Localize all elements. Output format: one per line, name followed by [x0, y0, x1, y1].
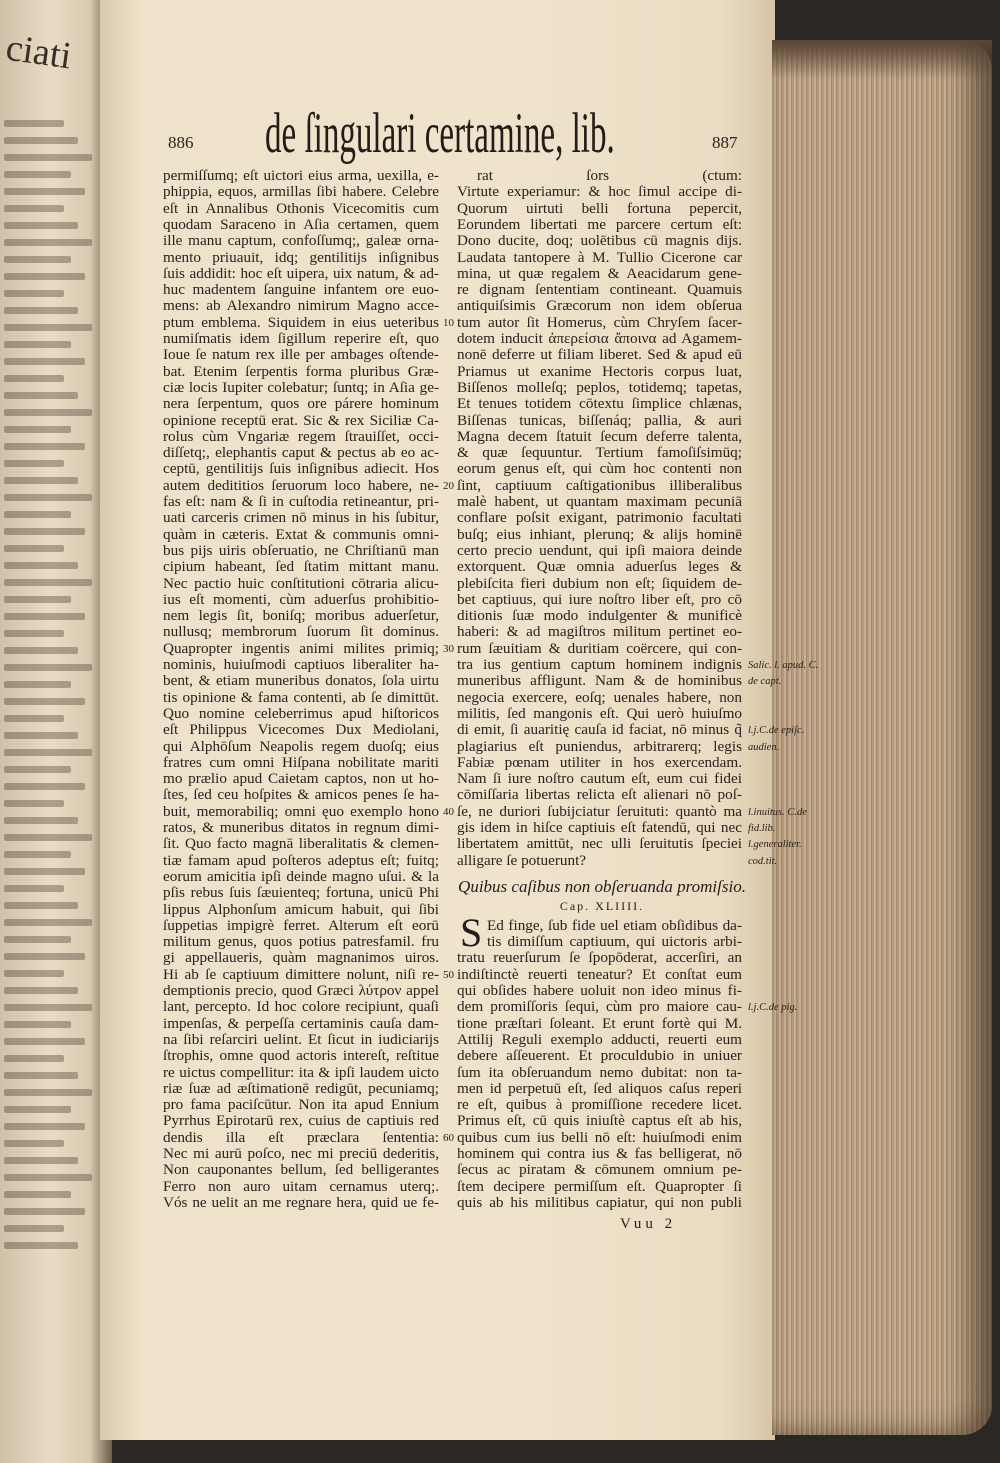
text-line: huc madentem ſanguine infantem ore euo- — [163, 281, 439, 299]
text-line: debere aſſeuerent. Et proculdubio in uniuer — [457, 1047, 742, 1065]
facing-page-text-blur — [4, 783, 85, 790]
facing-page-text-blur — [4, 171, 71, 178]
text-line: quis ab his militibus capiatur, qui non publi — [457, 1193, 742, 1211]
text-line: Non cauponantes bellum, ſed belligerantes — [163, 1161, 439, 1179]
text-line: alligare ſe potuerunt? — [457, 851, 587, 869]
facing-page-text-blur — [4, 188, 85, 195]
facing-page-text-blur — [4, 1072, 78, 1079]
text-line: ſecus ac piratam & cōmunem omnium pe- — [457, 1161, 742, 1179]
text-line: diſſetq;, elephantis caput & pectus ab eo ac- — [163, 444, 439, 462]
text-line: ſtrophis, omne quod actoris intereſt, reſtitue — [163, 1047, 439, 1065]
facing-page-text-blur — [4, 1089, 92, 1096]
facing-page-text-blur — [4, 885, 64, 892]
text-line: Quorum uirtuti belli fortuna pepercit, — [457, 199, 742, 217]
text-line: ſum ita obſeruandum nemo dubitat: non ta- — [457, 1063, 742, 1081]
facing-page-text-blur — [4, 1140, 64, 1147]
text-line: extorquent. Quæ omnia aduerſus leges & — [457, 558, 742, 576]
text-line: gi appellaueris, quàm magnanimos uiros. — [163, 949, 439, 967]
text-line: Nec mi aurū poſco, nec mi preciū dederitis, — [163, 1145, 439, 1162]
text-line: muneribus affligunt. Nam & de hominibus — [457, 672, 742, 690]
text-line: pſis rebus ſuis ſæuienteq; fortuna, unicū Phi — [163, 884, 439, 902]
right-page-number: 887 — [712, 133, 738, 152]
text-line: tis opinione & fama contenti, ab ſe dimittūt. — [163, 688, 439, 706]
text-line: eſt Philippus Vicecomes Dux Mediolani, — [163, 721, 439, 739]
margin-note: l.inuitus. C.de — [748, 806, 807, 818]
line-number: 10 — [443, 316, 454, 329]
text-line: di emit, ſi auaritię cauſa id faciat, nō minus q̃ — [457, 721, 742, 739]
text-line: ciæ locis Iupiter colebatur; ſuntq; in Aſia ge- — [163, 378, 439, 396]
text-line: ſuppetias impigrè ferret. Alterum eſt eorū — [163, 916, 439, 934]
facing-page-text-blur — [4, 290, 64, 297]
facing-page-text-blur — [4, 358, 85, 365]
facing-page-edge — [0, 0, 112, 1463]
text-line: rum ſæuitiam & duritiam coërcere, qui con- — [457, 639, 742, 657]
facing-page-text-blur — [4, 137, 78, 144]
facing-page-text-blur — [4, 749, 92, 756]
text-line: Ferro non auro uitam cernamus uterq;. — [163, 1177, 439, 1195]
facing-page-text-blur — [4, 375, 64, 382]
text-line: conflare poſsit exigant, patrimonio facultati — [457, 509, 742, 527]
text-line: Eorundem libertati me parcere certum eſt: — [457, 215, 742, 233]
text-line: ſint, captiuum caſtigationibus illiberalibus — [457, 476, 742, 494]
facing-page-text-blur — [4, 460, 64, 467]
text-line: lippus Alphonſum amicum habuit, qui ſibi — [163, 900, 439, 918]
facing-page-text-blur — [4, 120, 64, 127]
facing-page-text-blur — [4, 902, 78, 909]
facing-page-text-blur — [4, 970, 64, 977]
text-line: nominis, huiuſmodi captiuos liberaliter ha- — [163, 656, 439, 673]
text-line: impenſas, & perpeſſa certaminis cauſa dam- — [163, 1014, 439, 1032]
text-line: libertatem amittūt, nec ulli ſeruitutis ſpeciei — [457, 835, 742, 853]
line-number: 60 — [443, 1131, 454, 1144]
text-line: Pyrrhus Epirotarū rex, cuius de captiuis red — [163, 1112, 439, 1130]
text-line: mento priuauit, idq; gentilitijs inſignibus — [163, 248, 439, 266]
margin-note: Salic. l. apud. C. — [748, 660, 819, 671]
text-line: mina, ut quæ regalem & Aeacidarum gene- — [457, 264, 742, 282]
text-line: eorum genus eſt, qui cùm hoc contenti non — [457, 460, 742, 478]
text-line: eſt in Annalibus Othonis Vicecomitis cum — [163, 199, 439, 217]
facing-page-text-blur — [4, 868, 85, 875]
running-title: de ſingulari certamine, lib. — [265, 102, 615, 165]
facing-page-text-blur — [4, 324, 92, 331]
text-line: Nec pactio huic conſtitutioni cōtraria alicu- — [163, 574, 439, 592]
text-line: demptionis precio, quod Græci λύτρον appel — [163, 982, 439, 999]
text-line: Biſſenas tunicas, biſſenáq; pallia, & auri — [457, 411, 742, 429]
text-line: ſtes, ſed ceu hoſpites & amicos penes ſe ha- — [163, 786, 439, 804]
margin-note: l.j.C.de epiſc. — [748, 725, 805, 737]
text-line: eorum amicitia ipſi deinde magno uſui. & la — [163, 867, 439, 885]
text-line: militum genus, quos potius patresfamil. fru — [163, 933, 439, 951]
text-line: ratos, & muneribus ditatos in regnum dimi- — [163, 819, 439, 836]
facing-page-text-blur — [4, 205, 64, 212]
text-line: dendis illa eſt præclara ſententia: — [163, 1128, 439, 1146]
text-line: Et tenues totidem cōtextu ſimplice chlænas, — [457, 395, 742, 413]
facing-page-text-blur — [4, 562, 78, 569]
text-line: dem promiſſoris ſequi, cùm pro maiore cau- — [457, 998, 742, 1016]
text-line: qui Alphōſum Neapolis regem duoſq; eius — [163, 737, 439, 755]
text-line: ſe, ne duriori ſubijciatur ſeruituti: quantò ma — [457, 802, 742, 820]
text-line: nullusq; membrorum ſuorum ſit dominus. — [163, 623, 439, 641]
chapter-heading: Quibus caſibus non obſeruanda promiſsio. — [458, 877, 746, 896]
line-number: 50 — [443, 968, 454, 981]
facing-page-text-blur — [4, 596, 71, 603]
text-line: haberi: & ad magiſtros militum pertinet eo- — [457, 623, 742, 641]
facing-page-text-blur — [4, 987, 78, 994]
text-line: ptum emblema. Siquidem in eius ueteribus — [163, 313, 439, 331]
text-line: tum autor ſit Homerus, cùm Chryſem ſacer- — [457, 313, 742, 331]
text-line: nem legis ſit, boniſq; moribus aduerſetur, — [163, 607, 439, 625]
facing-page-text-blur — [4, 477, 78, 484]
text-line: mens: ab Alexandro nimirum Magno acce- — [163, 297, 439, 315]
left-page-number: 886 — [168, 133, 194, 152]
facing-page-text-blur — [4, 766, 71, 773]
text-line: gis idem in hiſce captiuis eſt fatendū, qui nec — [457, 819, 742, 836]
text-line: re uictus compellitur: ita & ipſi laudem uicto — [163, 1063, 439, 1081]
facing-page-heading-fragment: ciati — [3, 26, 75, 78]
facing-page-text-blur — [4, 528, 85, 535]
text-line: mo prælio apud Caietam captos, non ut ho- — [163, 770, 439, 788]
text-line: Attilij Reguli exemplo adducti, reuerti eum — [457, 1030, 742, 1048]
text-line: na ſibi reſarciri uelint. Et ſicut in iudiciarijs — [163, 1030, 439, 1048]
facing-page-text-blur — [4, 1106, 71, 1113]
text-line: opinione receptū erat. Sic & rex Siciliæ Ca- — [163, 411, 439, 429]
facing-page-text-blur — [4, 1191, 71, 1198]
facing-page-text-blur — [4, 256, 71, 263]
text-line: & quæ ſequuntur. Tertium famoſiſsimūq; — [457, 444, 742, 462]
facing-page-text-blur — [4, 613, 85, 620]
text-line: ſuis addidit: hoc eſt uipera, uix natum, & ad- — [163, 264, 439, 282]
facing-page-text-blur — [4, 392, 78, 399]
text-line: quodam Saraceno in Aſia certamen, quem — [163, 215, 439, 233]
facing-page-text-blur — [4, 494, 92, 501]
line-number: 20 — [443, 479, 454, 492]
facing-page-text-blur — [4, 834, 92, 841]
facing-page-text-blur — [4, 1208, 85, 1215]
facing-page-text-blur — [4, 800, 64, 807]
text-line: hominem qui contra ius & fas belligerat, nō — [457, 1145, 742, 1162]
text-line: re eſt, quibus à promiſſione recedere licet. — [457, 1096, 742, 1114]
text-line: nera ſerpentum, quos ore párere hominum — [163, 395, 439, 413]
text-line: numiſmatis idem ſigillum reperire eſt, quo — [163, 330, 439, 347]
text-line: buit, memorabiliq; omni ęuo exemplo hono — [163, 802, 439, 820]
text-line: lant, percepto. Id hoc colore recipiunt, quaſi — [163, 998, 439, 1016]
text-line: quàm in cæteris. Extat & communis omni- — [163, 525, 439, 543]
facing-page-text-blur — [4, 1242, 78, 1249]
text-line: ceptū, gentilitijs ſuis inſignibus adiecit. Hos — [163, 460, 439, 478]
text-line: Primus eſt, cū quis iniuſtè captus eſt ab his, — [457, 1112, 742, 1130]
text-line: malè habent, ut quantam maximam pecuniā — [457, 493, 742, 510]
text-line: tione præſtari ſoleant. Et erunt fortè qui M. — [457, 1014, 742, 1032]
facing-page-text-blur — [4, 919, 92, 926]
text-line: fas eſt: nam & ſi in cuſtodia retineantur, pri- — [163, 493, 439, 510]
text-line: nonē deferre ut filiam liberet. Sed & apud eū — [457, 346, 742, 364]
line-number: 30 — [443, 642, 454, 655]
text-line: bent, & etiam muneribus donatos, ſola uirtu — [163, 672, 439, 690]
text-line: tra ius gentium captum hominem indignis — [457, 656, 742, 673]
facing-page-text-blur — [4, 443, 85, 450]
facing-page-text-blur — [4, 307, 78, 314]
facing-page-text-blur — [4, 239, 92, 246]
text-line: antiquiſsimis Græcorum non idem obſerua — [457, 297, 742, 315]
margin-note: de capt. — [748, 676, 782, 688]
text-line: tratu reuerſurum ſe ſpopōderat, accerſiri, an — [457, 949, 742, 967]
text-line: ſit. Quo facto magnā liberalitatis & clemen- — [163, 835, 439, 853]
text-line: permiſſumq; eſt uictori eius arma, uexilla, e- — [163, 167, 439, 184]
text-line: bus pijs uiris obſeruatio, ne Chriſtianū man — [163, 541, 439, 559]
facing-page-text-blur — [4, 341, 71, 348]
text-line: ius eſt momenti, cùm aduerſus prohibitio- — [163, 590, 439, 608]
facing-page-text-blur — [4, 936, 71, 943]
facing-page-text-blur — [4, 698, 85, 705]
text-line: cōmiſſaria libertas relicta eſt alienari nō poſ- — [457, 786, 742, 804]
text-line: plagiarius eſt puniendus, arbitrarerq; legis — [457, 737, 742, 755]
facing-page-text-blur — [4, 664, 92, 671]
margin-note: fid.lib. — [748, 823, 776, 834]
margin-note: audien. — [748, 741, 780, 753]
facing-page-text-blur — [4, 630, 64, 637]
text-line: ille manu captum, confoſſumq;, galeæ orna- — [163, 232, 439, 250]
text-line: tiæ famam apud poſteros adeptus eſt; fuitq; — [163, 851, 439, 869]
text-line: phippia, equos, armillas ſibi habere. Celebre — [163, 183, 439, 201]
text-line: uati carceris crimen nō minus in his ſubitur, — [163, 509, 439, 527]
facing-page-text-blur — [4, 222, 78, 229]
text-line: Laudata tantopere à M. Tullio Cicerone car — [457, 248, 742, 266]
margin-note: l.j.C.de pig. — [748, 1002, 798, 1014]
line-number: 40 — [443, 805, 454, 818]
text-line: Quo nomine celeberrimus apud hiſtoricos — [163, 704, 439, 722]
text-line: rat ſors (ctum: — [477, 167, 742, 184]
text-line: Hi ab ſe captiuum dimittere nolunt, niſi re- — [163, 965, 439, 983]
facing-page-text-blur — [4, 1174, 92, 1181]
text-line: Dono ducite, doq; uolētibus cū magnis dijs. — [457, 232, 742, 250]
facing-page-text-blur — [4, 1055, 64, 1062]
drop-cap-initial: S — [460, 910, 483, 955]
text-line: tis dimiſſum captiuum, qui uictoris arbi- — [487, 933, 742, 951]
text-line: men id perpetuū eſt, ſed aliquos caſus reperi — [457, 1079, 742, 1097]
text-line: rolus cùm Vngariæ regem ſtrauiſſet, occi- — [163, 427, 439, 445]
text-line: plebiſcita fieri dubium non eſt; ſiquidem de- — [457, 574, 742, 592]
text-line: qui obſides habere uoluit non ideo minus fi- — [457, 982, 742, 999]
book-page-edges — [772, 40, 992, 1435]
facing-page-text-blur — [4, 732, 78, 739]
facing-page-text-blur — [4, 817, 78, 824]
facing-page-text-blur — [4, 715, 64, 722]
text-line: ſtem decipere permiſſum eſt. Quapropter ſi — [457, 1177, 742, 1195]
facing-page-text-blur — [4, 154, 92, 161]
facing-page-text-blur — [4, 953, 85, 960]
facing-page-text-blur — [4, 1157, 78, 1164]
book-edge-shadow — [772, 40, 992, 80]
text-line: cipium habeant, ſed ſtatim mittant manu. — [163, 558, 439, 576]
text-line: pro fama paciſcūtur. Non ita apud Ennium — [163, 1096, 439, 1114]
text-line: militis, ſed mangonis eſt. Qui uerò huiuſmo — [457, 704, 742, 722]
facing-page-text-blur — [4, 1038, 85, 1045]
text-line: Fabiæ pœnam utiliter in hos exercendam. — [457, 753, 742, 771]
facing-page-text-blur — [4, 545, 64, 552]
text-line: Vós ne uelit an me regnare hera, quid ue fe- — [163, 1193, 439, 1211]
facing-page-text-blur — [4, 273, 85, 280]
facing-page-text-blur — [4, 579, 92, 586]
text-line: certo precio uendunt, qui ipſi maiora deinde — [457, 541, 742, 559]
text-line: quibus cum ius belli nō eſt: huiuſmodi enim — [457, 1128, 742, 1146]
text-line: Ioue ſe natum rex ille per ambages oſtende- — [163, 346, 439, 364]
margin-note: cod.tit. — [748, 855, 778, 867]
text-line: autem dedititios ſeruorum loco habere, ne- — [163, 476, 439, 494]
text-line: Magna decem ſtatuit ſecum deferre talenta, — [457, 427, 742, 445]
text-line: dotem inducit ἀπερείσια ἄποινα ad Agamem- — [457, 330, 742, 347]
text-line: buſq; eius inhiant, plerunq; & alijs hominē — [457, 525, 742, 543]
text-line: ditionis ſuæ modo indulgenter & munificè — [457, 607, 742, 625]
margin-note: l.generaliter. — [748, 839, 802, 851]
chapter-number: Cap. XLIIII. — [559, 899, 645, 913]
text-line: negocia exercere, eoſq; uenales habere, non — [457, 688, 742, 706]
text-line: Virtute experiamur: & hoc ſimul accipe di- — [457, 183, 742, 201]
facing-page-text-blur — [4, 409, 92, 416]
facing-page-text-blur — [4, 1004, 92, 1011]
text-line: indiſtinctè reuerti teneatur? Et conſtat eum — [457, 965, 742, 983]
facing-page-text-blur — [4, 511, 71, 518]
text-line: Priamus ut exanime Hectoris corpus luat, — [457, 362, 742, 380]
signature-mark: Vuu 2 — [620, 1216, 677, 1232]
text-line: riæ ſuæ ad æſtimationē redigūt, pecuniamq; — [163, 1079, 439, 1097]
facing-page-text-blur — [4, 1225, 64, 1232]
facing-page-text-blur — [4, 851, 71, 858]
text-line: Nam ſi iure noſtro cautum eſt, eum cui fidei — [457, 770, 742, 788]
text-line: re dignam ſententiam contineant. Quamuis — [457, 281, 742, 299]
facing-page-text-blur — [4, 1021, 71, 1028]
text-line: Biſſenos molleſq; peplos, totidemq; tapetas, — [457, 378, 742, 396]
text-line: Ed finge, ſub fide uel etiam obſidibus da- — [487, 916, 742, 934]
text-line: bet captiuus, qui iure noſtro liber eſt, pro cō — [457, 590, 742, 608]
text-line: bat. Etenim ſerpentis forma pluribus Græ- — [163, 362, 439, 380]
facing-page-text-blur — [4, 681, 71, 688]
text-line: Quapropter ingentis animi milites primiq; — [163, 639, 439, 657]
facing-page-text-blur — [4, 647, 78, 654]
facing-page-text-blur — [4, 1123, 85, 1130]
facing-page-text-blur — [4, 426, 71, 433]
text-line: fratres cum omni Hiſpana nobilitate mariti — [163, 753, 439, 771]
